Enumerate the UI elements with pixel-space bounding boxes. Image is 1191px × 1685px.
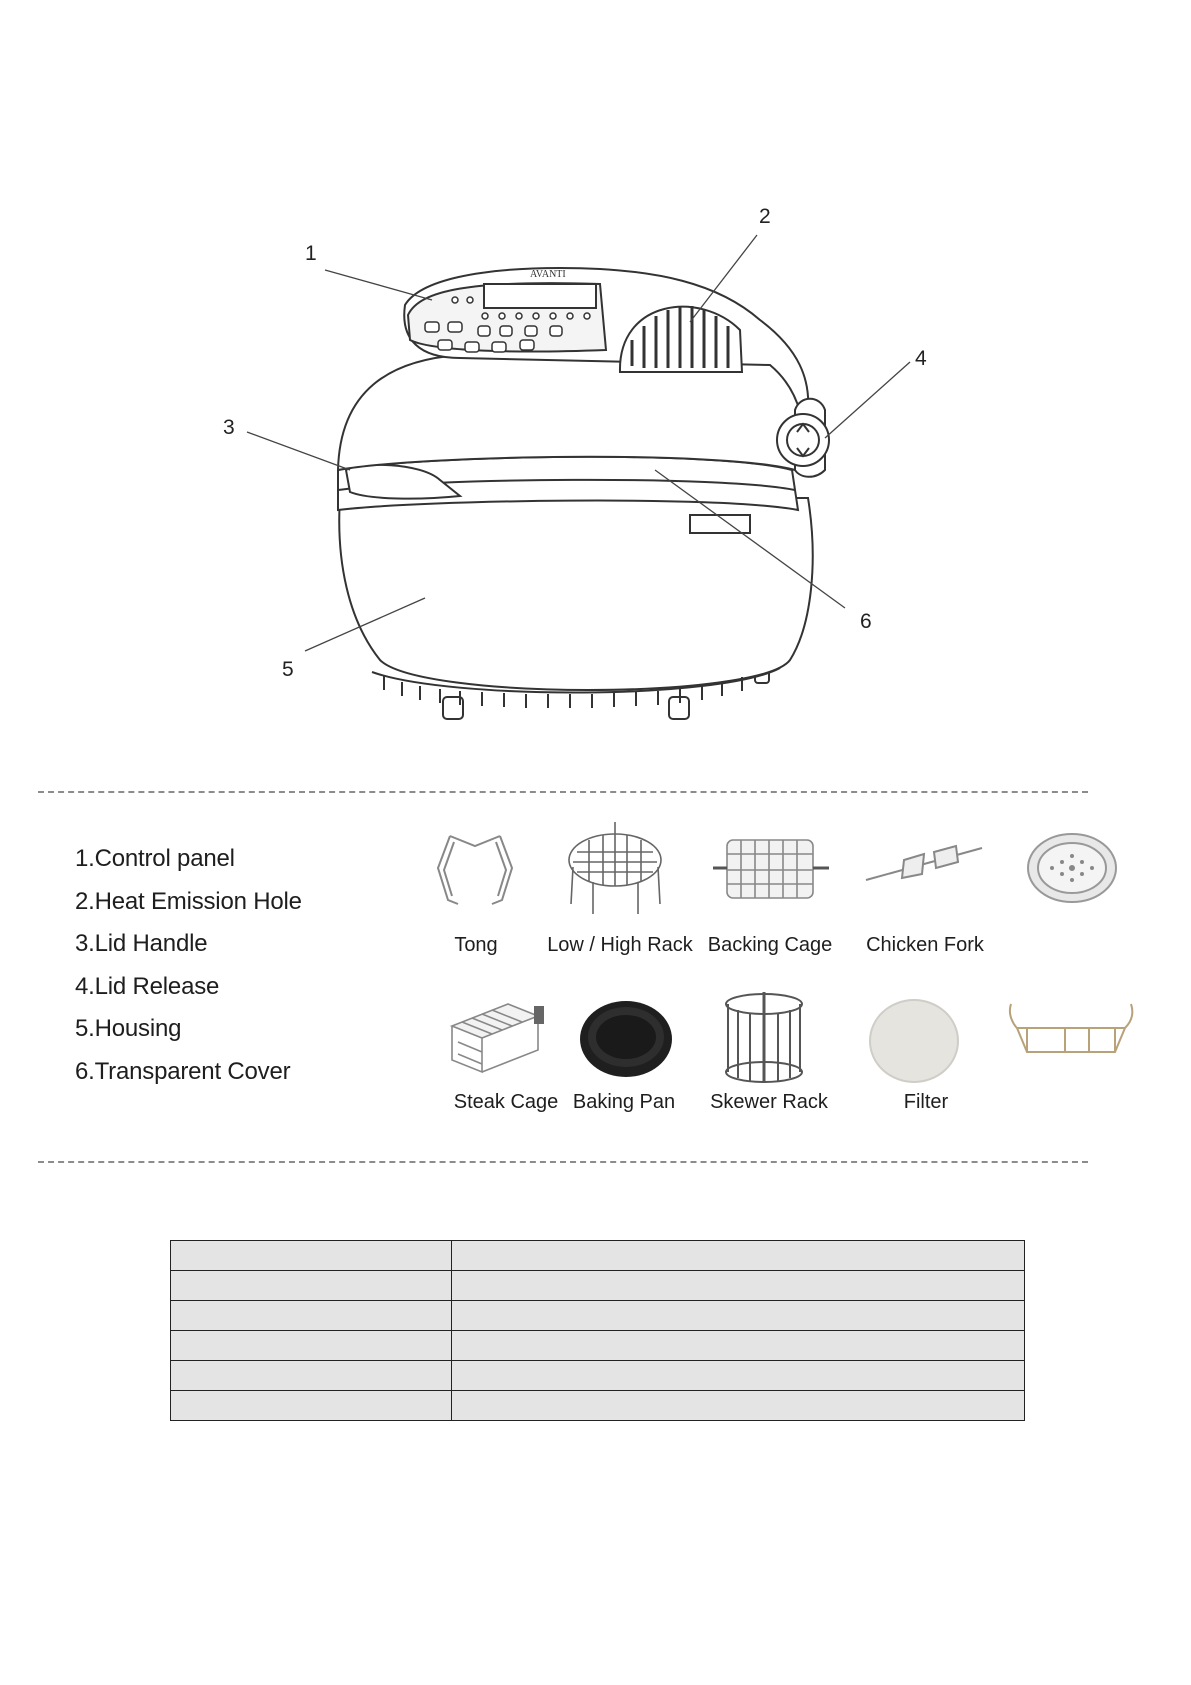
rack-icon [563, 822, 668, 922]
table-row [171, 1391, 1025, 1421]
callout-6: 6 [860, 610, 872, 633]
product-diagram [0, 0, 1191, 760]
parts-list-item: 2.Heat Emission Hole [75, 887, 302, 915]
table-cell [452, 1391, 1025, 1421]
brand-text: AVANTI [530, 269, 566, 280]
table-cell [452, 1241, 1025, 1271]
parts-list-item: 6.Transparent Cover [75, 1057, 291, 1085]
fork-icon [864, 840, 984, 890]
spec-table [170, 1240, 1025, 1421]
divider-bottom [38, 1161, 1088, 1163]
parts-list-item: 3.Lid Handle [75, 930, 208, 957]
parts-list-item: 5.Housing [75, 1015, 182, 1042]
parts-list [75, 838, 302, 1093]
table-cell [171, 1361, 452, 1391]
accessory-label-steak-cage: Steak Cage [453, 1091, 559, 1113]
table-cell [171, 1241, 452, 1271]
air-fryer-illustration [0, 0, 1191, 760]
table-row [171, 1361, 1025, 1391]
accessory-label-baking-pan: Baking Pan [572, 1091, 676, 1113]
callout-5: 5 [282, 658, 294, 681]
parts-list-item: 1.Control panel [75, 845, 235, 872]
callout-3: 3 [223, 416, 235, 439]
table-cell [452, 1361, 1025, 1391]
accessory-label-filter: Filter [903, 1091, 949, 1113]
tong-icon [430, 828, 520, 910]
table-cell [171, 1301, 452, 1331]
steamer-tray-icon [1024, 828, 1120, 908]
steak-cage-icon [438, 996, 546, 1080]
accessory-label-cage: Backing Cage [707, 934, 833, 956]
accessory-label-fork: Chicken Fork [866, 934, 984, 956]
callout-1: 1 [305, 242, 317, 265]
table-row [171, 1331, 1025, 1361]
parts-list-item: 4.Lid Release [75, 972, 220, 1000]
accessory-label-skewer-rack: Skewer Rack [710, 1091, 828, 1113]
callout-4: 4 [915, 347, 927, 370]
table-cell [452, 1301, 1025, 1331]
filter-icon [868, 998, 960, 1084]
table-cell [171, 1271, 452, 1301]
divider-top [38, 791, 1088, 793]
basket-holder-icon [1005, 996, 1137, 1056]
table-cell [452, 1271, 1025, 1301]
accessory-label-tong: Tong [454, 934, 498, 956]
baking-pan-icon [578, 997, 674, 1079]
table-row [171, 1271, 1025, 1301]
skewer-rack-icon [714, 988, 814, 1088]
table-cell [171, 1331, 452, 1361]
table-cell [171, 1391, 452, 1421]
table-row [171, 1301, 1025, 1331]
cage-icon [711, 828, 831, 906]
table-cell [452, 1331, 1025, 1361]
table-row [171, 1241, 1025, 1271]
callout-2: 2 [759, 205, 771, 228]
accessory-label-rack: Low / High Rack [547, 934, 693, 956]
